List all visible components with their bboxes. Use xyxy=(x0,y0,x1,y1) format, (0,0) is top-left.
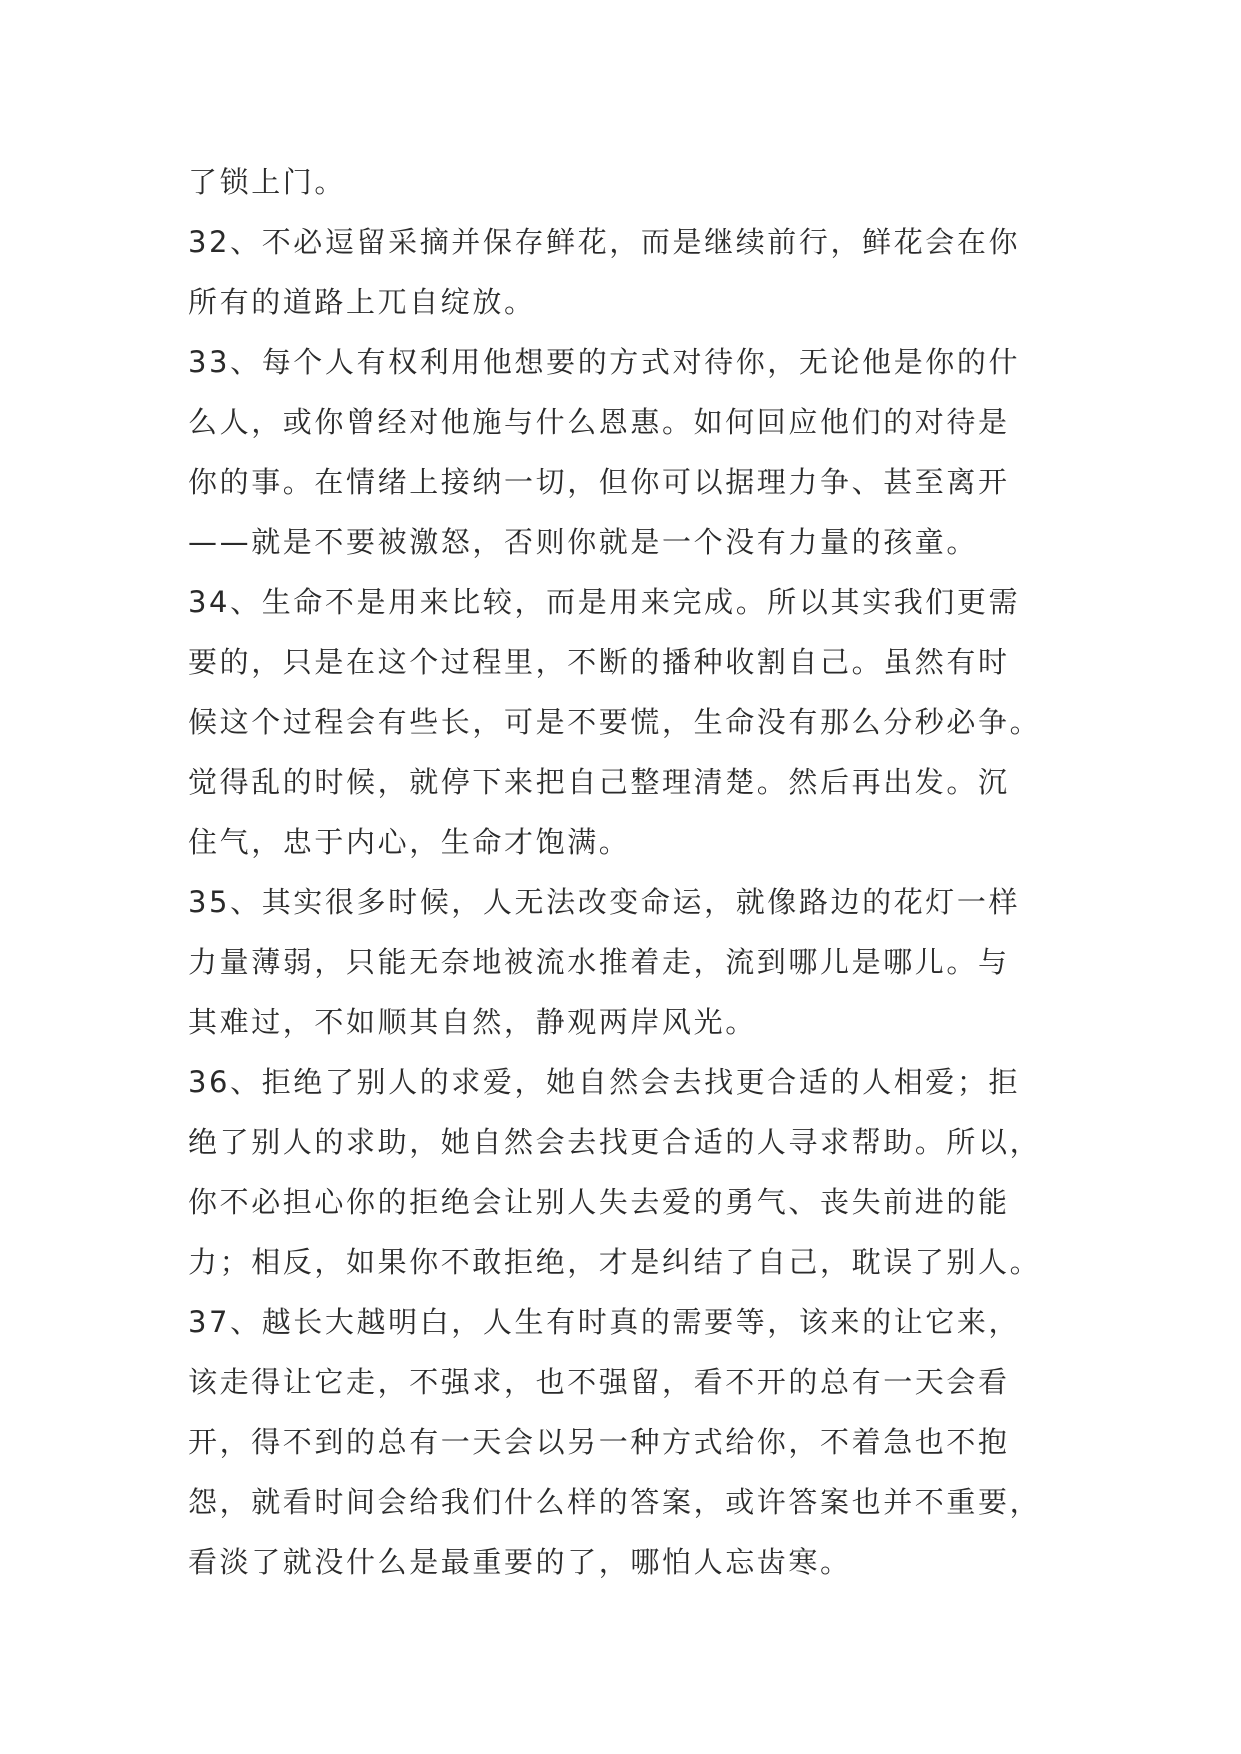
text-line: 32、不必逗留采摘并保存鲜花，而是继续前行，鲜花会在你 xyxy=(188,225,1021,259)
document-body xyxy=(188,152,1054,1592)
text-line: 开，得不到的总有一天会以另一种方式给你，不着急也不抱 xyxy=(188,1425,1010,1459)
text-line: 你的事。在情绪上接纳一切，但你可以据理力争、甚至离开 xyxy=(188,465,1010,499)
text-line: 么人，或你曾经对他施与什么恩惠。如何回应他们的对待是 xyxy=(188,405,1010,439)
text-line: 看淡了就没什么是最重要的了，哪怕人忘齿寒。 xyxy=(188,1545,852,1579)
text-line: 力量薄弱，只能无奈地被流水推着走，流到哪儿是哪儿。与 xyxy=(188,945,1010,979)
text-line: 要的，只是在这个过程里，不断的播种收割自己。虽然有时 xyxy=(188,645,1010,679)
text-line: 觉得乱的时候，就停下来把自己整理清楚。然后再出发。沉 xyxy=(188,765,1010,799)
text-line: 怨，就看时间会给我们什么样的答案，或许答案也并不重要， xyxy=(188,1485,1042,1519)
text-line: 37、越长大越明白，人生有时真的需要等，该来的让它来， xyxy=(188,1305,1021,1339)
text-line: 其难过，不如顺其自然，静观两岸风光。 xyxy=(188,1005,757,1039)
text-line: 该走得让它走，不强求，也不强留，看不开的总有一天会看 xyxy=(188,1365,1010,1399)
text-line: 36、拒绝了别人的求爱，她自然会去找更合适的人相爱；拒 xyxy=(188,1065,1021,1099)
text-line: 33、每个人有权利用他想要的方式对待你，无论他是你的什 xyxy=(188,345,1021,379)
text-line: ——就是不要被激怒，否则你就是一个没有力量的孩童。 xyxy=(188,525,979,559)
text-line: 你不必担心你的拒绝会让别人失去爱的勇气、丧失前进的能 xyxy=(188,1185,1010,1219)
text-line: 34、生命不是用来比较，而是用来完成。所以其实我们更需 xyxy=(188,585,1021,619)
text-line: 候这个过程会有些长，可是不要慌，生命没有那么分秒必争。 xyxy=(188,705,1042,739)
text-line: 了锁上门。 xyxy=(188,165,347,199)
text-line: 住气，忠于内心，生命才饱满。 xyxy=(188,825,631,859)
text-line: 力；相反，如果你不敢拒绝，才是纠结了自己，耽误了别人。 xyxy=(188,1245,1042,1279)
text-line: 绝了别人的求助，她自然会去找更合适的人寻求帮助。所以， xyxy=(188,1125,1042,1159)
text-line: 35、其实很多时候，人无法改变命运，就像路边的花灯一样 xyxy=(188,885,1021,919)
text-line: 所有的道路上兀自绽放。 xyxy=(188,285,536,319)
